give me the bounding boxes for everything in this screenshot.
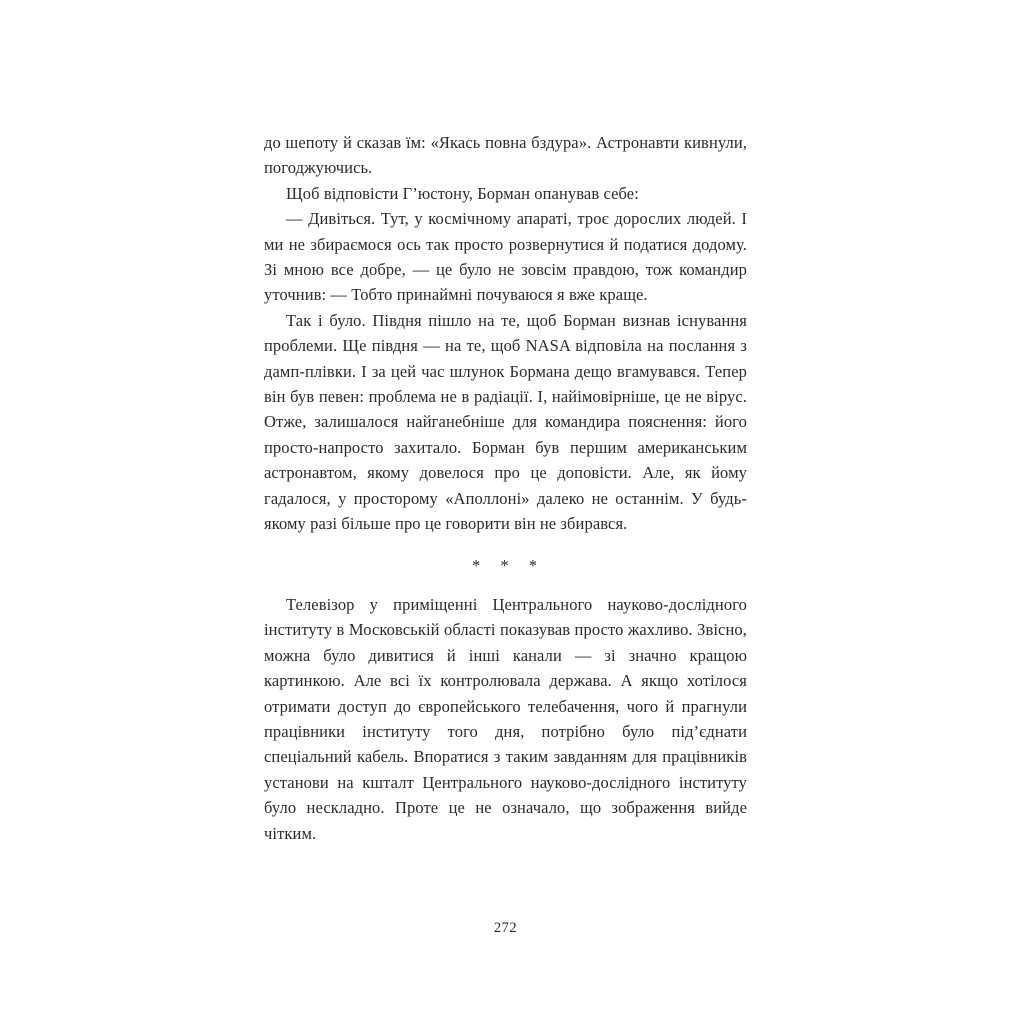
paragraph: до шепоту й сказав їм: «Якась повна бздура». Астронавти кивнули, погоджуючись. bbox=[264, 133, 747, 178]
section-separator: * * * bbox=[472, 555, 539, 575]
text-block bbox=[264, 130, 747, 846]
paragraph: Щоб відповісти Г’юстону, Борман опанував себе: bbox=[286, 183, 639, 203]
page-number: 272 bbox=[493, 920, 518, 936]
paragraph: — Дивіться. Тут, у космічному апараті, троє дорослих людей. І ми не збираємося ось так просто розвернутися й податися додому. Зі мною все добре, — це було не зовсім правдою, тож командир уточнив: — Тобто принаймні почуваюся я вже краще. bbox=[264, 209, 747, 305]
paragraph: Так і було. Півдня пішло на те, щоб Борман визнав існування проблеми. Ще півдня — на те, щоб NASA відповіла на послання з дамп-плівки. І за цей час шлунок Бормана дещо вгамувався. Тепер він був певен: проблема не в радіації. І, найімовірніше, це не вірус. Отже, залишалося найганебніше для командира пояснення: його просто-напросто захитало. Борман був першим американським астронавтом, якому довелося про це доповісти. Але, як йому гадалося, у просторому «Аполлоні» далеко не останнім. У будь-якому разі більше про це говорити він не збирався. bbox=[264, 310, 747, 534]
paragraph: Телевізор у приміщенні Центрального науково-дослідного інституту в Московській області показував просто жахливо. Звісно, можна було дивитися й інші канали — зі значно кращою картинкою. Але всі їх контролювала держава. А якщо хотілося отримати доступ до європейського телебачення, чого й прагнули працівники інституту того дня, потрібно було під’єднати спеціальний кабель. Впоратися з таким завданням для працівників установи на кшталт Центрального науково-дослідного інституту було нескладно. Проте це не означало, що зображення вийде чітким. bbox=[264, 594, 747, 843]
